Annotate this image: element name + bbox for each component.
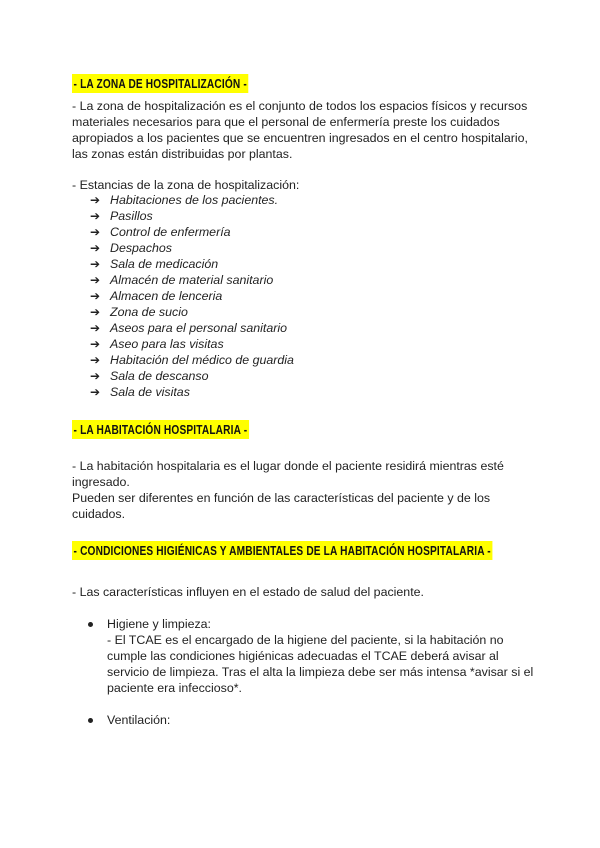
list-item: ➔ Habitación del médico de guardia (90, 353, 294, 367)
list-intro: - Estancias de la zona de hospitalización: (72, 178, 300, 192)
text-line: paciente era infeccioso*. (107, 681, 243, 695)
arrow-icon: ➔ (90, 257, 101, 271)
arrow-icon: ➔ (90, 337, 101, 351)
arrow-icon: ➔ (90, 353, 101, 367)
arrow-icon: ➔ (90, 225, 101, 239)
heading-zona-hospitalizacion: - LA ZONA DE HOSPITALIZACIÓN - (73, 76, 247, 91)
text-line: cuidados. (72, 507, 126, 521)
text-line: - La habitación hospitalaria es el lugar donde el paciente residirá mientras esté (72, 459, 504, 473)
intro-paragraph (72, 98, 542, 162)
bullet-title: Higiene y limpieza: (107, 617, 211, 631)
bullet-title: Ventilación: (107, 713, 171, 727)
list-item: ➔ Almacen de lenceria (90, 289, 223, 303)
list-item: ➔ Zona de sucio (90, 305, 188, 319)
heading-habitacion-hospitalaria: - LA HABITACIÓN HOSPITALARIA - (73, 422, 248, 437)
estancias-list (90, 192, 294, 400)
bullet-dot-icon (88, 622, 93, 627)
text-line: materiales necesarios para que el personal de enfermería preste los cuidados (72, 115, 500, 129)
heading-condiciones-higienicas: - CONDICIONES HIGIÉNICAS Y AMBIENTALES DE LA HABITACIÓN HOSPITALARIA - (73, 543, 491, 558)
text-line: cumple las condiciones higiénicas adecuadas el TCAE deberá avisar al (107, 649, 499, 663)
list-item: ➔ Control de enfermería (90, 225, 231, 239)
arrow-icon: ➔ (90, 305, 101, 319)
list-item: ➔ Sala de visitas (90, 385, 190, 399)
list-item: ➔ Sala de descanso (90, 369, 209, 383)
text-line: Pueden ser diferentes en función de las características del paciente y de los (72, 491, 491, 505)
list-item: ➔ Habitaciones de los pacientes. (90, 193, 279, 207)
arrow-icon: ➔ (90, 241, 101, 255)
arrow-icon: ➔ (90, 209, 101, 223)
arrow-icon: ➔ (90, 193, 101, 207)
caracteristicas-intro: - Las características influyen en el estado de salud del paciente. (72, 585, 424, 599)
arrow-icon: ➔ (90, 289, 101, 303)
text-line: - La zona de hospitalización es el conjunto de todos los espacios físicos y recursos (72, 99, 528, 113)
list-item: ➔ Aseos para el personal sanitario (90, 321, 288, 335)
text-line: ingresado. (72, 475, 130, 489)
bullet-dot-icon (88, 718, 93, 723)
list-item: ➔ Sala de medicación (90, 257, 219, 271)
text-line: servicio de limpieza. Tras el alta la limpieza debe ser más intensa *avisar si el (107, 665, 534, 679)
list-item: ➔ Almacén de material sanitario (90, 273, 274, 287)
habitacion-paragraph (72, 458, 542, 522)
text-line: las zonas están distribuidas por plantas. (72, 147, 293, 161)
bullet-body (107, 632, 537, 696)
arrow-icon: ➔ (90, 369, 101, 383)
list-item: ➔ Aseo para las visitas (90, 337, 224, 351)
text-line: - El TCAE es el encargado de la higiene del paciente, si la habitación no (107, 633, 504, 647)
arrow-icon: ➔ (90, 273, 101, 287)
list-item: ➔ Pasillos (90, 209, 153, 223)
text-line: apropiados a los pacientes que se encuentren ingresados en el centro hospitalario, (72, 131, 529, 145)
arrow-icon: ➔ (90, 385, 101, 399)
list-item: ➔ Despachos (90, 241, 172, 255)
arrow-icon: ➔ (90, 321, 101, 335)
